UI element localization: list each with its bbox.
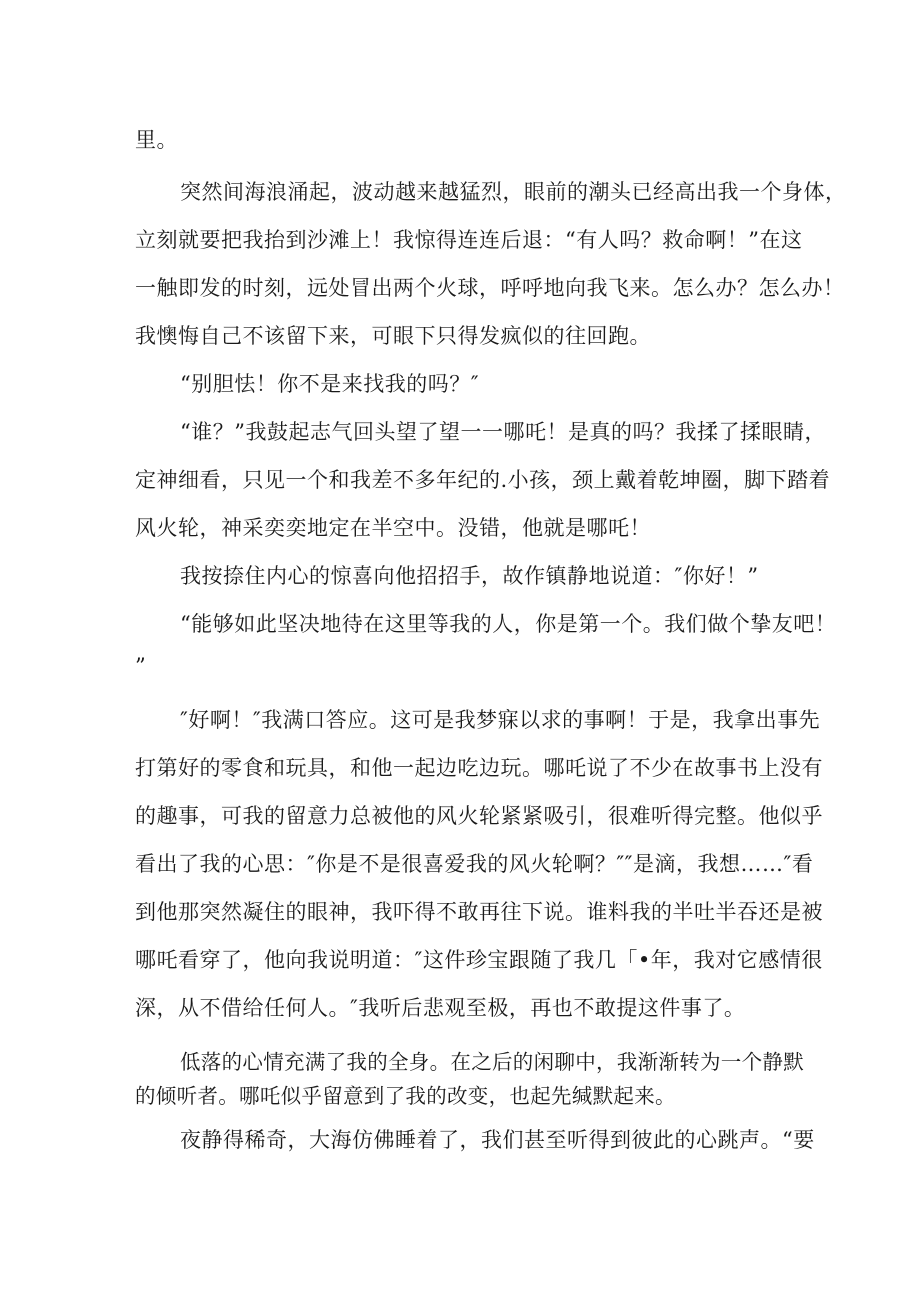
text-line: 低落的心情充满了我的全身。在之后的闲聊中，我渐渐转为一个静默 (180, 1050, 804, 1074)
text-line: 我按捺住内心的惊喜向他招招手，故作镇静地说道：″你好！” (180, 564, 759, 588)
text-line: 定神细看，只见一个和我差不多年纪的.小孩，颈上戴着乾坤圈，脚下踏着 (135, 468, 831, 492)
text-line: 打第好的零食和玩具，和他一起边吃边玩。哪吒说了不少在故事书上没有 (135, 756, 823, 780)
text-line: 里。 (135, 128, 178, 152)
text-line: ″好啊！″我满口答应。这可是我梦寐以求的事啊！于是，我拿出事先 (180, 708, 821, 732)
text-line: 一触即发的时刻，远处冒出两个火球，呼呼地向我飞来。怎么办？怎么办！ (135, 276, 845, 300)
text-line: “能够如此坚决地待在这里等我的人，你是第一个。我们做个挚友吧！ (180, 612, 837, 636)
text-line: “别胆怯！你不是来找我的吗？″ (180, 372, 480, 396)
text-line: 的趣事，可我的留意力总被他的风火轮紧紧吸引，很难听得完整。他似乎 (135, 804, 823, 828)
text-line: 立刻就要把我抬到沙滩上！我惊得连连后退：“有人吗？救命啊！”在这 (135, 228, 803, 252)
text-line: “谁？”我鼓起志气回头望了望一一哪吒！是真的吗？我揉了揉眼睛， (180, 420, 826, 444)
text-line: 到他那突然凝住的眼神，我吓得不敢再往下说。谁料我的半吐半吞还是被 (135, 900, 823, 924)
text-line: 的倾听者。哪吒似乎留意到了我的改变，也起先缄默起来。 (135, 1084, 676, 1108)
text-line: 我懊悔自己不该留下来，可眼下只得发疯似的往回跑。 (135, 324, 651, 348)
text-line: 突然间海浪涌起，波动越来越猛烈，眼前的潮头已经高出我一个身体， (180, 180, 847, 204)
text-line: ” (135, 654, 147, 678)
text-line: 看出了我的心思：″你是不是很喜爱我的风火轮啊？″″是滴，我想……″看 (135, 852, 814, 876)
text-line: 深，从不借给任何人。″我听后悲观至极，再也不敢提这件事了。 (135, 996, 746, 1020)
text-line: 风火轮，神采奕奕地定在半空中。没错，他就是哪吒！ (135, 516, 651, 540)
text-line: 哪吒看穿了，他向我说明道：″这件珍宝跟随了我几「•年，我对它感情很 (135, 948, 823, 972)
text-line: 夜静得稀奇，大海仿佛睡着了，我们甚至听得到彼此的心跳声。“要 (180, 1128, 815, 1152)
